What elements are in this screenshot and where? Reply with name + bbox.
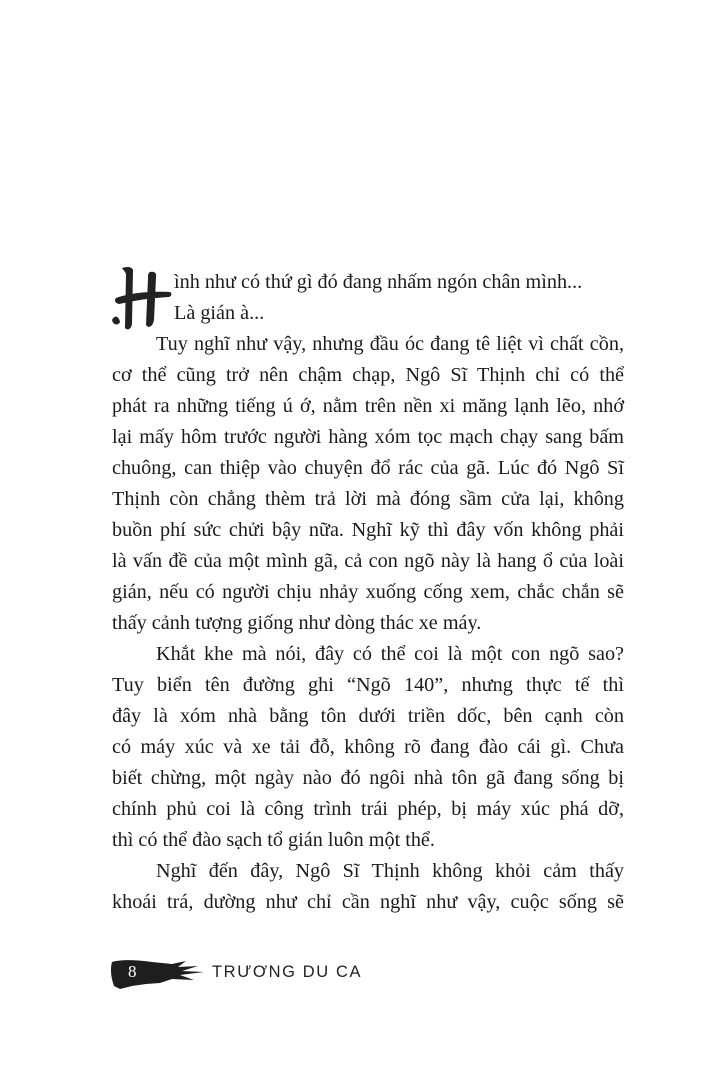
text-line-15: đây là xóm nhà bằng tôn dưới triền dốc, bên cạnh còn bbox=[112, 705, 624, 727]
text-line-4: cơ thể cũng trở nên chậm chạp, Ngô Sĩ Thịnh chỉ có thể bbox=[112, 364, 624, 386]
text-line-13: Khắt khe mà nói, đây có thể coi là một con ngõ sao? bbox=[156, 643, 624, 665]
text-line-16: có máy xúc và xe tải đỗ, không rõ đang đào cái gì. Chưa bbox=[112, 736, 624, 758]
text-line-21: khoái trá, dường như chỉ cần nghĩ như vậy, cuộc sống sẽ bbox=[112, 891, 624, 913]
text-line-19: thì có thể đào sạch tổ gián luôn một thể. bbox=[112, 829, 435, 851]
text-line-20: Nghĩ đến đây, Ngô Sĩ Thịnh không khỏi cảm thấy bbox=[156, 860, 624, 882]
text-line-18: chính phủ coi là công trình trái phép, bị máy xúc phá dỡ, bbox=[112, 798, 624, 820]
drop-cap-brush-letter bbox=[10, 162, 176, 334]
text-line-7: chuông, can thiệp vào chuyện đổ rác của gã. Lúc đó Ngô Sĩ bbox=[112, 457, 624, 479]
text-line-17: biết chừng, một ngày nào đó ngôi nhà tôn gã đang sống bị bbox=[112, 767, 624, 789]
text-line-14: Tuy biển tên đường ghi “Ngõ 140”, nhưng thực tế thì bbox=[112, 674, 624, 696]
text-line-8: Thịnh còn chẳng thèm trả lời mà đóng sầm cửa lại, không bbox=[112, 488, 624, 510]
page-number: 8 bbox=[128, 962, 137, 981]
text-line-12: thấy cảnh tượng giống như dòng thác xe máy. bbox=[112, 612, 482, 634]
text-line-9: buồn phí sức chửi bậy nữa. Nghĩ kỹ thì đây vốn không phải bbox=[112, 519, 624, 541]
page-number-brush-stroke bbox=[108, 956, 208, 992]
running-title: TRƯƠNG DU CA bbox=[212, 963, 363, 981]
text-line-10: là vấn đề của một mình gã, cả con ngõ này là hang ổ của loài bbox=[112, 550, 624, 572]
text-line-6: lại mấy hôm trước người hàng xóm tọc mạch chạy sang bấm bbox=[112, 426, 624, 448]
text-line-2: Là gián à... bbox=[174, 302, 265, 324]
text-line-5: phát ra những tiếng ú ớ, nằm trên nền xi măng lạnh lẽo, nhớ bbox=[112, 395, 624, 417]
drop-cap-letter-text: H bbox=[10, 162, 11, 163]
text-line-11: gián, nếu có người chịu nhảy xuống cống xem, chắc chắn sẽ bbox=[112, 581, 624, 603]
text-line-3: Tuy nghĩ như vậy, nhưng đầu óc đang tê liệt vì chất cồn, bbox=[156, 333, 624, 355]
text-line-1: ình như có thứ gì đó đang nhấm ngón chân mình... bbox=[174, 271, 583, 293]
